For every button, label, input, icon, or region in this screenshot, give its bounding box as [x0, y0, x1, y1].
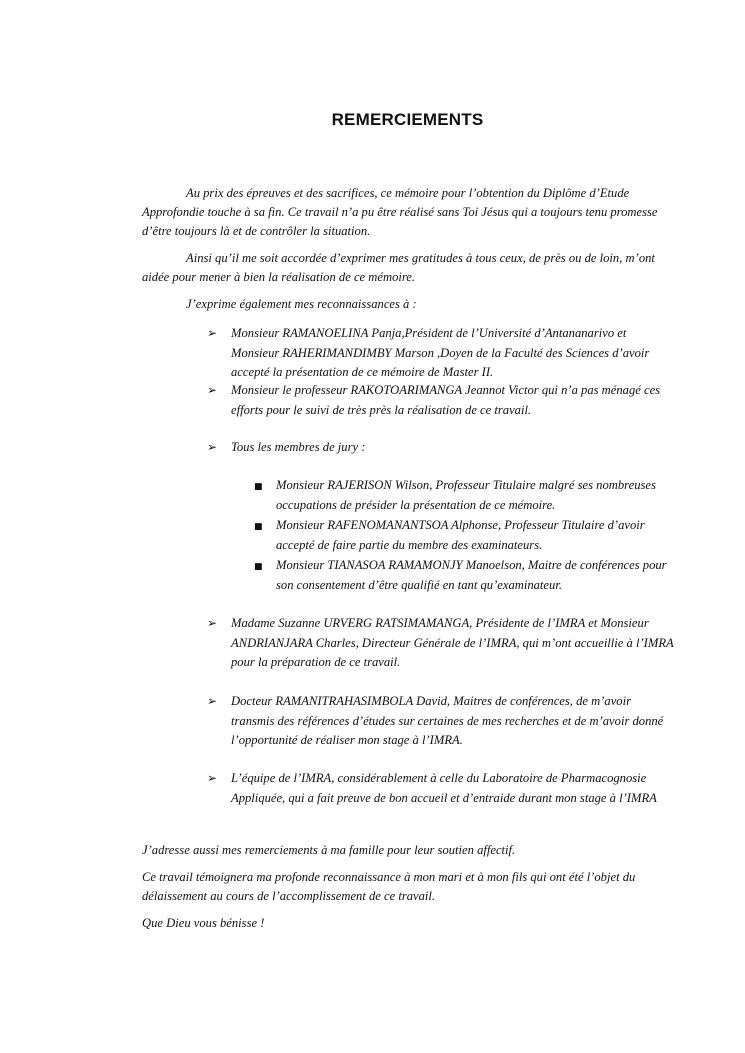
intro-text-2: Ainsi qu’il me soit accordée d’exprimer mes gratitudes à tous ceux, de près ou de loin, m’ont aidée pour mener à bien la réalisation de ce mémoire. — [142, 251, 655, 284]
list-item-text: Madame Suzanne URVERG RATSIMAMANGA, Présidente de l’IMRA et Monsieur ANDRIANJARA Charles, Directeur Générale de l’IMRA, qui m’ont accueillie à l’IMRA pour la préparation de ce travail. — [231, 616, 674, 669]
closing-paragraph-3 — [142, 914, 682, 933]
arrow-bullet-icon: ➢ — [207, 771, 218, 785]
sub-list-item-text: Monsieur TIANASOA RAMAMONJY Manoelson, Maitre de conférences pour son consentement d’être qualifié en tant qu’examinateur. — [276, 558, 667, 592]
intro-paragraph-1 — [142, 184, 682, 241]
square-bullet-icon: ■ — [254, 522, 263, 532]
closing-paragraph-2 — [142, 868, 682, 906]
intro-paragraph-2 — [142, 249, 682, 287]
arrow-bullet-icon: ➢ — [207, 383, 218, 397]
closing-text-1: J’adresse aussi mes remerciements à ma famille pour leur soutien affectif. — [142, 843, 516, 857]
intro-text-3: J’exprime également mes reconnaissances à : — [186, 297, 417, 311]
sub-list-item-text: Monsieur RAFENOMANANTSOA Alphonse, Professeur Titulaire d’avoir accepté de faire partie du membre des examinateurs. — [276, 518, 645, 552]
page-title: REMERCIEMENTS — [331, 110, 484, 129]
arrow-bullet-icon: ➢ — [207, 694, 218, 708]
list-item-text: L’équipe de l’IMRA, considérablement à celle du Laboratoire de Pharmacognosie Appliquée, qui a fait preuve de bon accueil et d’entraide durant mon stage à l’IMRA — [231, 771, 657, 805]
intro-paragraph-3 — [142, 295, 682, 314]
list-item-text: Tous les membres de jury : — [231, 440, 366, 454]
closing-text-3: Que Dieu vous bénisse ! — [142, 916, 265, 930]
arrow-bullet-icon: ➢ — [207, 326, 218, 340]
square-bullet-icon: ■ — [254, 562, 263, 572]
list-item-text: Monsieur le professeur RAKOTOARIMANGA Jeannot Victor qui n’a pas ménagé ces efforts pour le suivi de très près la réalisation de ce travail. — [231, 383, 661, 417]
intro-text-1: Au prix des épreuves et des sacrifices, ce mémoire pour l’obtention du Diplôme d’Etude Approfondie touche à sa fin. Ce travail n’a pu être réalisé sans Toi Jésus qui a toujours tenu promesse d’être toujours là et de contrôler la situation. — [142, 186, 658, 238]
sub-list-item-text: Monsieur RAJERISON Wilson, Professeur Titulaire malgré ses nombreuses occupations de présider la présentation de ce mémoire. — [276, 478, 656, 512]
list-item-text: Monsieur RAMANOELINA Panja,Président de l’Université d’Antananarivo et Monsieur RAHERIMANDIMBY Marson ,Doyen de la Faculté des Sciences d’avoir accepté la présentation de ce mémoire de Master II. — [231, 326, 650, 379]
list-item-text: Docteur RAMANITRAHASIMBOLA David, Maitres de conférences, de m’avoir transmis des références d’études sur certaines de mes recherches et de m’avoir donné l’opportunité de réaliser mon stage à l’IMRA. — [231, 694, 664, 747]
square-bullet-icon: ■ — [254, 482, 263, 492]
closing-paragraph-1 — [142, 841, 682, 860]
arrow-bullet-icon: ➢ — [207, 440, 218, 454]
closing-text-2: Ce travail témoignera ma profonde reconnaissance à mon mari et à mon fils qui ont été l’objet du délaissement au cours de l’accomplissement de ce travail. — [142, 870, 636, 903]
arrow-bullet-icon: ➢ — [207, 616, 218, 630]
